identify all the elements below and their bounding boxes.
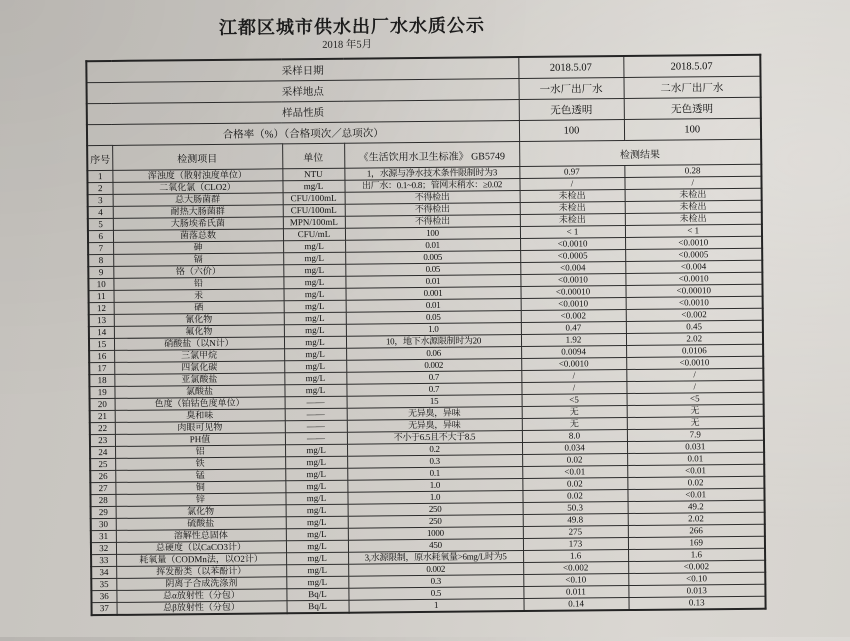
- result-plant2: <0.002: [626, 308, 763, 321]
- item-name: 挥发酚类（以苯酚计）: [116, 565, 286, 579]
- item-name: 肉眼可见物: [115, 421, 285, 435]
- column-header-unit: 单位: [282, 143, 344, 169]
- result-plant1: /: [521, 370, 626, 383]
- result-plant1: 0.02: [522, 478, 627, 491]
- result-plant1: <0.0010: [520, 274, 625, 287]
- result-plant1: <0.0010: [521, 298, 626, 311]
- column-header-standard: 《生活饮用水卫生标准》 GB5749: [344, 142, 519, 169]
- info-label: 采样地点: [87, 79, 519, 104]
- result-plant1: 173: [523, 538, 628, 551]
- result-plant2: 1.6: [628, 548, 765, 561]
- item-name: 浑浊度（散射浊度单位）: [112, 169, 282, 183]
- result-plant2: <0.0010: [626, 296, 763, 309]
- row-number: 23: [90, 434, 115, 446]
- row-number: 17: [89, 362, 114, 374]
- unit: mg/L: [285, 444, 347, 457]
- result-plant1: 1.6: [523, 550, 628, 563]
- column-header-no: 序号: [87, 145, 112, 170]
- result-plant2: <0.01: [627, 488, 764, 501]
- result-plant2: 0.45: [626, 320, 763, 333]
- standard-limit: 1.0: [347, 479, 522, 493]
- standard-limit: 0.002: [348, 563, 523, 577]
- result-plant2: 169: [628, 536, 765, 549]
- page-subtitle: 2018 年5月: [322, 39, 373, 51]
- row-number: 35: [91, 578, 116, 590]
- result-plant2: <0.0010: [625, 272, 762, 285]
- row-number: 33: [91, 554, 116, 566]
- standard-limit: 0.3: [348, 575, 523, 589]
- info-value-plant1: 2018.5.07: [518, 56, 623, 79]
- row-number: 29: [91, 506, 116, 518]
- result-plant1: 1.92: [521, 334, 626, 347]
- row-number: 20: [90, 398, 115, 410]
- result-plant1: <0.004: [520, 262, 625, 275]
- item-name: 总硬度（以CaCO3计）: [116, 541, 286, 555]
- result-plant1: < 1: [520, 226, 625, 239]
- row-number: 8: [88, 254, 113, 266]
- standard-limit: 250: [348, 515, 523, 529]
- row-number: 30: [91, 518, 116, 530]
- result-plant2: <0.0005: [625, 248, 762, 261]
- result-plant2: <0.01: [627, 464, 764, 477]
- standard-limit: 0.01: [346, 299, 521, 313]
- row-number: 11: [89, 290, 114, 302]
- item-name: 铁: [115, 457, 285, 471]
- standard-limit: 1: [348, 599, 523, 613]
- unit: mg/L: [285, 480, 347, 493]
- item-name: 铝: [115, 445, 285, 459]
- standard-limit: 0.2: [347, 443, 522, 457]
- unit: mg/L: [286, 576, 348, 589]
- standard-limit: 0.5: [348, 587, 523, 601]
- result-plant2: 2.02: [628, 512, 765, 525]
- unit: ——: [285, 420, 347, 433]
- standard-limit: 0.7: [346, 371, 521, 385]
- standard-limit: 出厂水：0.1~0.8；管网末稍水：≥0.02: [344, 179, 519, 193]
- result-plant2: 0.13: [628, 596, 765, 610]
- row-number: 24: [90, 446, 115, 458]
- row-number: 31: [91, 530, 116, 542]
- unit: mg/L: [285, 468, 347, 481]
- result-plant1: 无: [522, 418, 627, 431]
- standard-limit: 0.7: [346, 383, 521, 397]
- result-plant2: 未检出: [625, 200, 762, 213]
- standard-limit: 1.0: [346, 323, 521, 337]
- result-plant1: 275: [523, 526, 628, 539]
- row-number: 3: [88, 194, 113, 206]
- info-label: 样品性质: [87, 100, 519, 125]
- item-name: 汞: [114, 289, 284, 303]
- unit: CFU/100mL: [283, 204, 345, 217]
- item-name: PH值: [115, 433, 285, 447]
- unit: mg/L: [283, 240, 345, 253]
- result-plant1: 未检出: [520, 214, 625, 227]
- result-plant1: <0.002: [521, 310, 626, 323]
- standard-limit: 1000: [348, 527, 523, 541]
- result-plant2: <0.10: [628, 572, 765, 585]
- unit: Bq/L: [286, 588, 348, 601]
- result-plant1: <0.10: [523, 574, 628, 587]
- result-plant1: 0.0094: [521, 346, 626, 359]
- info-value-plant2: 无色透明: [624, 97, 761, 119]
- row-number: 13: [89, 314, 114, 326]
- item-name: 氯化物: [116, 505, 286, 519]
- standard-limit: 0.05: [345, 263, 520, 277]
- item-name: 氟化物: [114, 325, 284, 339]
- unit: mg/L: [285, 456, 347, 469]
- page-title: 江都区城市供水出厂水水质公示: [218, 15, 486, 38]
- row-number: 36: [91, 590, 116, 602]
- result-plant2: <5: [627, 392, 764, 405]
- result-plant2: <0.0010: [626, 356, 763, 369]
- unit: mg/L: [286, 564, 348, 577]
- standard-limit: 无异臭，异味: [347, 419, 522, 433]
- result-plant1: 0.011: [523, 586, 628, 599]
- result-plant1: 0.034: [522, 442, 627, 455]
- info-value-plant1: 100: [519, 120, 624, 142]
- item-name: 溶解性总固体: [116, 529, 286, 543]
- result-plant2: 0.0106: [626, 344, 763, 357]
- result-plant2: <0.004: [625, 260, 762, 273]
- result-plant1: 0.97: [519, 166, 624, 179]
- unit: MPN/100mL: [283, 216, 345, 229]
- row-number: 1: [87, 170, 112, 182]
- standard-limit: 0.01: [345, 239, 520, 253]
- item-name: 氰化物: [114, 313, 284, 327]
- item-name: 臭和味: [115, 409, 285, 423]
- item-name: 大肠埃希氏菌: [113, 217, 283, 231]
- info-value-plant2: 2018.5.07: [623, 55, 760, 78]
- standard-limit: 不得检出: [345, 191, 520, 205]
- standard-limit: 0.001: [345, 287, 520, 301]
- item-name: 总β放射性（分包）: [117, 601, 287, 615]
- result-plant2: < 1: [625, 224, 762, 237]
- standard-limit: 0.05: [346, 311, 521, 325]
- unit: mg/L: [286, 516, 348, 529]
- row-number: 7: [88, 242, 113, 254]
- item-name: 铜: [115, 481, 285, 495]
- result-plant2: /: [624, 176, 761, 189]
- result-plant1: <0.0010: [520, 238, 625, 251]
- standard-limit: 无异臭，异味: [347, 407, 522, 421]
- item-name: 镉: [113, 253, 283, 267]
- unit: NTU: [282, 168, 344, 181]
- row-number: 15: [89, 338, 114, 350]
- column-header-result: 检测结果: [519, 139, 761, 166]
- item-name: 总大肠菌群: [113, 193, 283, 207]
- result-plant1: /: [519, 178, 624, 191]
- item-name: 耐热大肠菌群: [113, 205, 283, 219]
- result-plant1: <0.01: [522, 466, 627, 479]
- result-plant2: 0.01: [627, 452, 764, 465]
- unit: mg/L: [284, 312, 346, 325]
- standard-limit: 100: [345, 227, 520, 241]
- unit: mg/L: [284, 324, 346, 337]
- row-number: 34: [91, 566, 116, 578]
- row-number: 12: [89, 302, 114, 314]
- row-number: 28: [90, 494, 115, 506]
- standard-limit: 0.005: [345, 251, 520, 265]
- unit: ——: [285, 432, 347, 445]
- standard-limit: 不小于6.5且不大于8.5: [347, 431, 522, 445]
- row-number: 22: [90, 422, 115, 434]
- row-number: 9: [88, 266, 113, 278]
- result-plant2: 0.02: [627, 476, 764, 489]
- unit: mg/L: [284, 300, 346, 313]
- unit: mg/L: [284, 336, 346, 349]
- unit: ——: [285, 396, 347, 409]
- item-name: 四氯化碳: [114, 361, 284, 375]
- unit: mg/L: [283, 264, 345, 277]
- column-header-item: 检测项目: [112, 144, 282, 171]
- item-name: 氯酸盐: [114, 385, 284, 399]
- result-plant2: <0.0010: [625, 236, 762, 249]
- unit: mg/L: [284, 288, 346, 301]
- result-plant1: 0.02: [522, 490, 627, 503]
- result-plant1: 8.0: [522, 430, 627, 443]
- row-number: 16: [89, 350, 114, 362]
- unit: mg/L: [286, 552, 348, 565]
- row-number: 18: [89, 374, 114, 386]
- unit: mg/L: [286, 504, 348, 517]
- unit: mg/L: [283, 276, 345, 289]
- result-plant1: <0.00010: [520, 286, 625, 299]
- standard-limit: 0.3: [347, 455, 522, 469]
- row-number: 19: [89, 386, 114, 398]
- unit: ——: [285, 408, 347, 421]
- row-number: 14: [89, 326, 114, 338]
- row-number: 32: [91, 542, 116, 554]
- item-name: 三氯甲烷: [114, 349, 284, 363]
- unit: mg/L: [283, 252, 345, 265]
- item-name: 亚氯酸盐: [114, 373, 284, 387]
- standard-limit: 不得检出: [345, 215, 520, 229]
- info-value-plant1: 无色透明: [519, 99, 624, 121]
- row-number: 37: [92, 602, 117, 615]
- unit: CFU/mL: [283, 228, 345, 241]
- unit: mg/L: [286, 540, 348, 553]
- standard-limit: 0.1: [347, 467, 522, 481]
- row-number: 2: [87, 182, 112, 194]
- result-plant1: 50.3: [523, 502, 628, 515]
- standard-limit: 3,水源限制，原水耗氧量>6mg/L时为5: [348, 551, 523, 565]
- info-value-plant2: 二水厂出厂水: [623, 76, 760, 98]
- unit: CFU/100mL: [283, 192, 345, 205]
- result-plant1: <0.0005: [520, 250, 625, 263]
- result-plant2: 7.9: [627, 428, 764, 441]
- result-plant1: 0.14: [523, 598, 628, 612]
- result-plant2: 0.013: [628, 584, 765, 597]
- result-plant1: <5: [522, 394, 627, 407]
- unit: mg/L: [284, 348, 346, 361]
- result-plant2: 0.031: [627, 440, 764, 453]
- results-tbody: [87, 164, 765, 615]
- info-section: [86, 55, 761, 171]
- unit: mg/L: [286, 528, 348, 541]
- result-plant2: 未检出: [625, 188, 762, 201]
- row-number: 10: [88, 278, 113, 290]
- standard-limit: 不得检出: [345, 203, 520, 217]
- result-plant2: 无: [627, 404, 764, 417]
- result-plant2: <0.002: [628, 560, 765, 573]
- result-plant1: 0.47: [521, 322, 626, 335]
- unit: mg/L: [284, 384, 346, 397]
- result-plant1: <0.0010: [521, 358, 626, 371]
- item-name: 菌落总数: [113, 229, 283, 243]
- row-number: 4: [88, 206, 113, 218]
- row-number: 21: [90, 410, 115, 422]
- result-plant2: 无: [627, 416, 764, 429]
- item-name: 锌: [115, 493, 285, 507]
- item-name: 铅: [113, 277, 283, 291]
- result-plant1: 49.8: [523, 514, 628, 527]
- standard-limit: 1，水源与净水技术条件限制时为3: [344, 167, 519, 181]
- result-plant2: <0.00010: [625, 284, 762, 297]
- row-number: 26: [90, 470, 115, 482]
- standard-limit: 250: [348, 503, 523, 517]
- result-plant2: /: [626, 380, 763, 393]
- row-number: 27: [90, 482, 115, 494]
- item-name: 耗氧量（CODMn法，以O2计）: [116, 553, 286, 567]
- item-name: 硒: [114, 301, 284, 315]
- result-plant2: 未检出: [625, 212, 762, 225]
- item-name: 砷: [113, 241, 283, 255]
- standard-limit: 0.002: [346, 359, 521, 373]
- standard-limit: 0.06: [346, 347, 521, 361]
- item-name: 锰: [115, 469, 285, 483]
- item-name: 铬（六价）: [113, 265, 283, 279]
- item-name: 色度（铂钴色度单位）: [115, 397, 285, 411]
- row-number: 25: [90, 458, 115, 470]
- info-value-plant1: 一水厂出厂水: [518, 78, 623, 100]
- item-name: 总α放射性（分包）: [116, 589, 286, 603]
- info-value-plant2: 100: [624, 118, 761, 140]
- info-label: 采样日期: [86, 57, 518, 83]
- row-number: 5: [88, 218, 113, 230]
- unit: mg/L: [284, 360, 346, 373]
- result-plant1: 未检出: [520, 202, 625, 215]
- result-plant2: 2.02: [626, 332, 763, 345]
- result-plant2: 266: [628, 524, 765, 537]
- item-name: 二氧化氯（CLO2）: [112, 181, 282, 195]
- item-name: 硫酸盐: [116, 517, 286, 531]
- row-number: 6: [88, 230, 113, 242]
- result-plant1: /: [521, 382, 626, 395]
- standard-limit: 15: [347, 395, 522, 409]
- unit: mg/L: [284, 372, 346, 385]
- item-name: 硝酸盐（以N计）: [114, 337, 284, 351]
- result-plant1: 未检出: [520, 190, 625, 203]
- unit: Bq/L: [286, 600, 348, 613]
- result-plant1: <0.002: [523, 562, 628, 575]
- result-plant2: 49.2: [628, 500, 765, 513]
- result-plant1: 0.02: [522, 454, 627, 467]
- water-quality-table: [85, 54, 766, 616]
- item-name: 阴离子合成洗涤剂: [116, 577, 286, 591]
- info-label: 合格率（%）（合格项次／总项次）: [87, 121, 519, 146]
- standard-limit: 10，地下水源限制时为20: [346, 335, 521, 349]
- standard-limit: 450: [348, 539, 523, 553]
- result-plant2: /: [626, 368, 763, 381]
- standard-limit: 0.01: [345, 275, 520, 289]
- result-plant2: 0.28: [624, 164, 761, 177]
- unit: mg/L: [282, 180, 344, 193]
- result-plant1: 无: [522, 406, 627, 419]
- unit: mg/L: [285, 492, 347, 505]
- standard-limit: 1.0: [347, 491, 522, 505]
